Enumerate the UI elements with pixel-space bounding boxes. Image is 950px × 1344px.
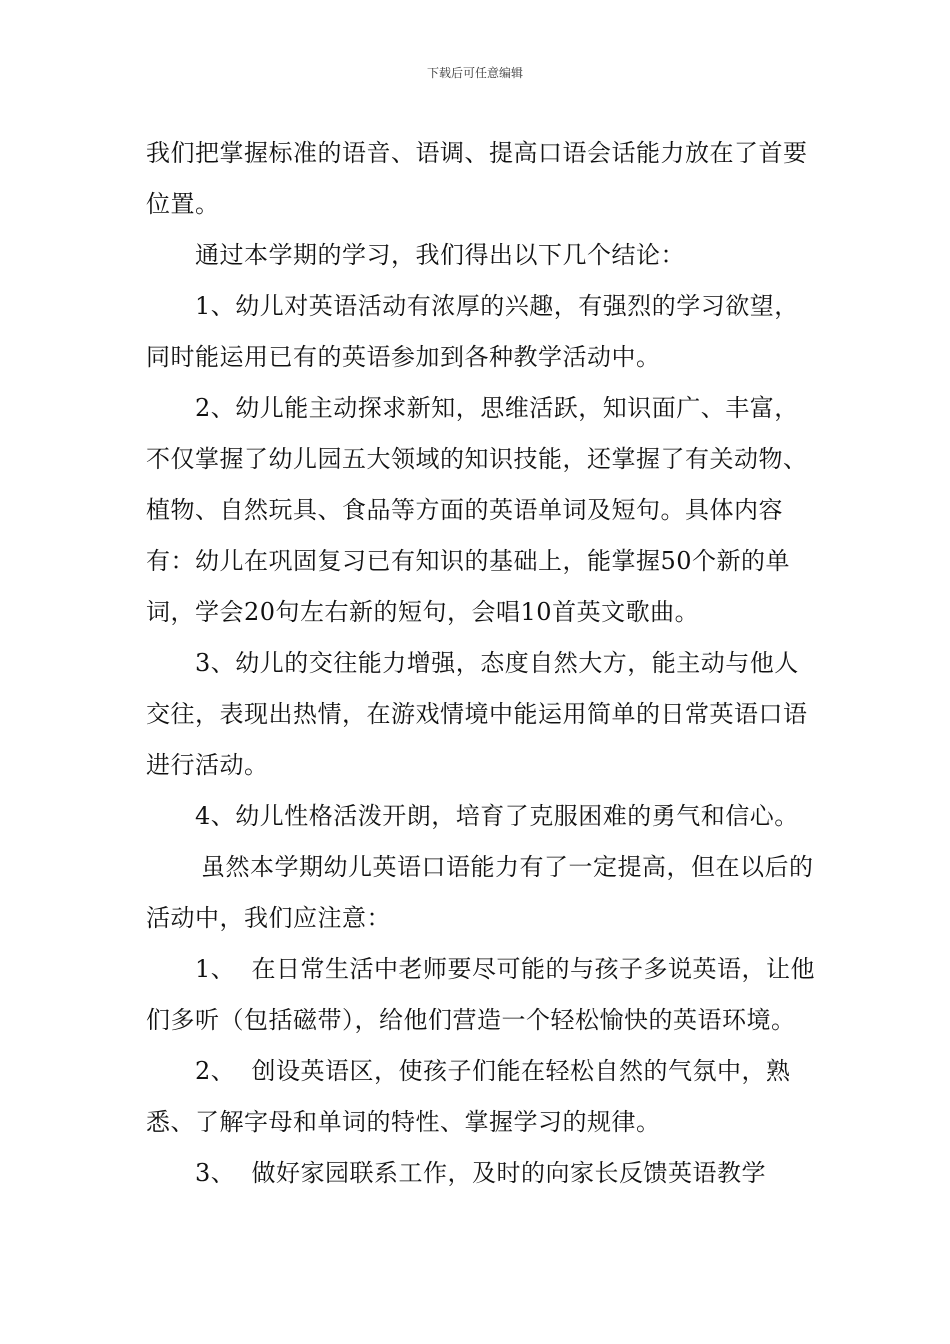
paragraph-10: 3、 做好家园联系工作，及时的向家长反馈英语教学 (195, 1159, 767, 1187)
paragraph-7: 虽然本学期幼儿英语口语能力有了一定提高，但在以后的活动中，我们应注意： (146, 853, 814, 932)
paragraph-5: 3、幼儿的交往能力增强，态度自然大方，能主动与他人交往，表现出热情，在游戏情境中能运用简单的日常英语口语进行活动。 (146, 649, 808, 779)
paragraph-4: 2、幼儿能主动探求新知，思维活跃，知识面广、丰富，不仅掌握了幼儿园五大领域的知识技能，还掌握了有关动物、植物、自然玩具、食品等方面的英语单词及短句。具体内容有：幼儿在巩固复习已有知识的基础上，能掌握50个新的单词，学会20句左右新的短句，会唱10首英文歌曲。 (146, 394, 808, 626)
page-header: 下载后可任意编辑 (426, 66, 523, 80)
paragraph-6: 4、幼儿性格活泼开朗，培育了克服困难的勇气和信心。 (195, 802, 799, 830)
document-body (146, 128, 818, 1199)
paragraph-8: 1、 在日常生活中老师要尽可能的与孩子多说英语，让他们多听（包括磁带），给他们营造一个轻松愉快的英语环境。 (146, 955, 816, 1034)
paragraph-2: 通过本学期的学习，我们得出以下几个结论： (195, 241, 685, 269)
paragraph-3: 1、幼儿对英语活动有浓厚的兴趣，有强烈的学习欲望，同时能运用已有的英语参加到各种教学活动中。 (146, 292, 799, 371)
paragraph-1: 我们把掌握标准的语音、语调、提高口语会话能力放在了首要位置。 (146, 139, 808, 218)
paragraph-9: 2、 创设英语区，使孩子们能在轻松自然的气氛中，熟悉、了解字母和单词的特性、掌握学习的规律。 (146, 1057, 791, 1136)
